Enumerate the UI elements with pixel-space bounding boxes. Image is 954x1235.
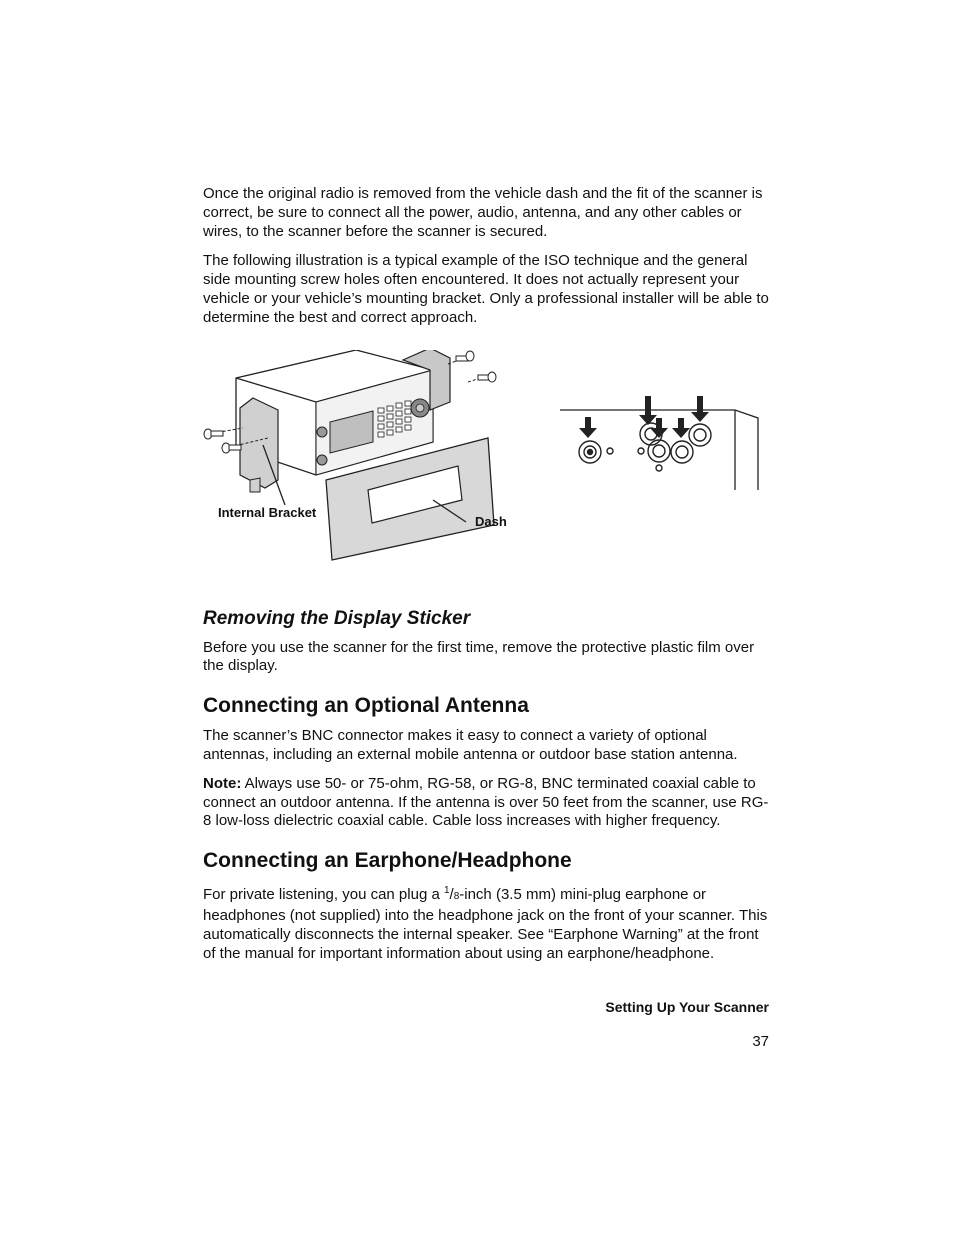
footer-section-title: Setting Up Your Scanner [605, 999, 769, 1015]
fraction-numerator: 1 [443, 885, 450, 897]
earphone-text-after: -inch (3.5 mm) mini-plug earphone or headphones (not supplied) into the headphone jack on the front of your scanner. This automatically disconnects the internal speaker. See “Earphone Warning” at the front of the manual for important information about using an earphone/headphone. [203, 886, 768, 962]
paragraph-antenna-note [203, 775, 769, 831]
label-dash: Dash [475, 513, 507, 529]
heading-removing-display-sticker: Removing the Display Sticker [203, 607, 471, 629]
scanner-mounting-illustration [198, 350, 508, 582]
paragraph-earphone: For private listening, you can plug a $^1$/8-inch (3.5 mm) mini-plug earphone or headphones (not supplied) into the headphone jack on the front of your scanner. This automatically disconnects the internal speaker. See “Earphone Warning” at the front of the manual for important information about using an earphone/headphone. [203, 885, 768, 962]
note-text: Always use 50- or 75-ohm, RG-58, or RG-8, BNC terminated coaxial cable to connect an outdoor antenna. If the antenna is over 50 feet from the scanner, use RG-8 low-loss dielectric coaxial cable. Cable loss increases with higher frequency. [203, 774, 769, 830]
paragraph-sticker: Before you use the scanner for the first time, remove the protective plastic film over the display. [203, 638, 755, 675]
note-label: Note: [203, 774, 242, 792]
page-number: 37 [752, 1033, 769, 1050]
rear-panel-connectors-illustration [558, 390, 763, 490]
page-content [203, 185, 769, 963]
paragraph-intro: Once the original radio is removed from the vehicle dash and the fit of the scanner is correct, be sure to connect all the power, audio, antenna, and any other cables or wires, to the scanner before the scanner is secured. [203, 185, 763, 240]
paragraph-illustration-note: The following illustration is a typical example of the ISO technique and the general side mounting screw holes often encountered. It does not actually represent your vehicle or your vehicle’s mounting bracket. Only a professional installer will be able to determine the best and correct approach. [203, 252, 769, 326]
heading-connecting-antenna: Connecting an Optional Antenna [203, 694, 529, 718]
heading-connecting-earphone: Connecting an Earphone/Headphone [203, 849, 572, 873]
label-internal-bracket: Internal Bracket [218, 504, 317, 520]
fraction-denominator: 8 [453, 891, 460, 903]
earphone-text-before: For private listening, you can plug a [203, 886, 444, 904]
installation-figure [203, 350, 769, 582]
paragraph-antenna: The scanner’s BNC connector makes it easy to connect a variety of optional antennas, including an external mobile antenna or outdoor base station antenna. [203, 727, 738, 763]
